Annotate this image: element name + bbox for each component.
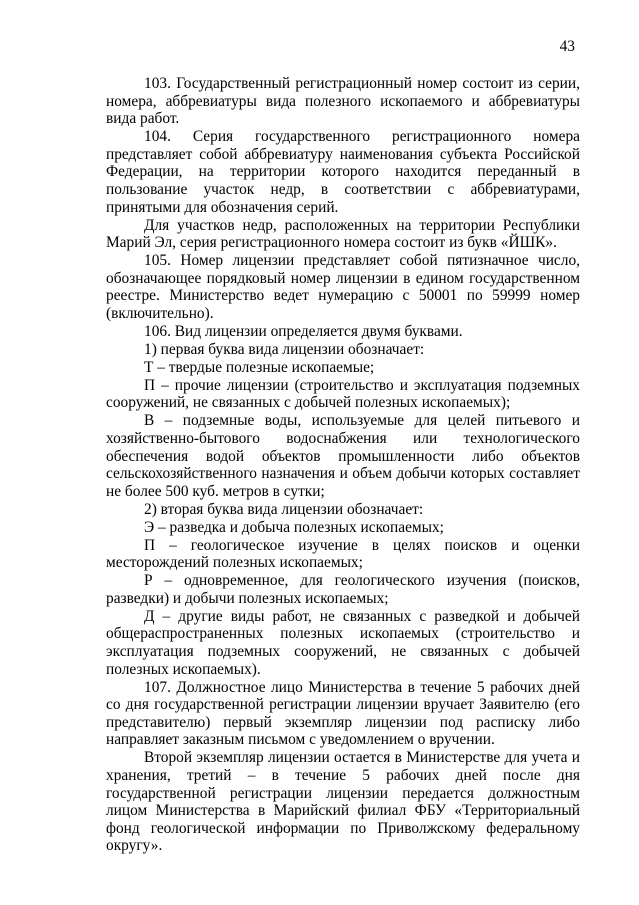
list-item-e: Э – разведка и добыча полезных ископаемых; xyxy=(144,518,444,536)
list-item-second-letter: 2) вторая буква вида лицензии обозначает: xyxy=(144,500,424,518)
list-item-p-second: П – геологическое изучение в целях поисков и оценки месторождений полезных ископаемых; xyxy=(106,536,580,572)
list-item-t: Т – твердые полезные ископаемые; xyxy=(144,358,375,376)
paragraph-104: 104. Серия государственного регистрационного номера представляет собой аббревиатуру наименования субъекта Российской Федерации, на территории которого находится переданный в пользование участок недр, в соответствии с аббревиатурами, принятыми для обозначения серий. xyxy=(106,128,580,216)
list-item-p-first: П – прочие лицензии (строительство и эксплуатация подземных сооружений, не связанных с добычей полезных ископаемых); xyxy=(106,376,580,412)
paragraph-107: 107. Должностное лицо Министерства в течение 5 рабочих дней со дня государственной регистрации лицензии вручает Заявителю (его представителю) первый экземпляр лицензии под расписку либо направляет заказным письмом с уведомлением о вручении. xyxy=(106,678,580,749)
paragraph-mari-el-series: Для участков недр, расположенных на территории Республики Марий Эл, серия регистрационного номера состоит из букв «ЙШК». xyxy=(106,216,580,252)
page-number: 43 xyxy=(559,38,575,55)
list-item-v: В – подземные воды, используемые для целей питьевого и хозяйственно-бытового водоснабжения или технологического обеспечения водой объектов промышленности либо объектов сельскохозяйственного назначения и объем добычи которых составляет не более 500 куб. метров в сутки; xyxy=(106,412,580,500)
body-text xyxy=(106,75,580,855)
paragraph-106: 106. Вид лицензии определяется двумя буквами. xyxy=(144,322,463,340)
paragraph-105: 105. Номер лицензии представляет собой пятизначное число, обозначающее порядковый номер лицензии в едином государственном реестре. Министерство ведет нумерацию с 50001 по 59999 номер (включительно). xyxy=(106,252,580,322)
list-item-first-letter: 1) первая буква вида лицензии обозначает: xyxy=(144,340,425,358)
list-item-d: Д – другие виды работ, не связанных с разведкой и добычей общераспространенных полезных ископаемых (строительство и эксплуатация подземных сооружений, не связанных с добычей полезных ископаемых). xyxy=(106,607,580,678)
paragraph-second-copy: Второй экземпляр лицензии остается в Министерстве для учета и хранения, третий – в течение 5 рабочих дней после дня государственной регистрации лицензии передается должностным лицом Министерства в Марийский филиал ФБУ «Территориальный фонд геологической информации по Приволжскому федеральному округу». xyxy=(106,749,580,855)
paragraph-103: 103. Государственный регистрационный номер состоит из серии, номера, аббревиатуры вида полезного ископаемого и аббревиатуры вида работ. xyxy=(106,75,580,128)
list-item-r: Р – одновременное, для геологического изучения (поисков, разведки) и добычи полезных ископаемых; xyxy=(106,572,580,607)
